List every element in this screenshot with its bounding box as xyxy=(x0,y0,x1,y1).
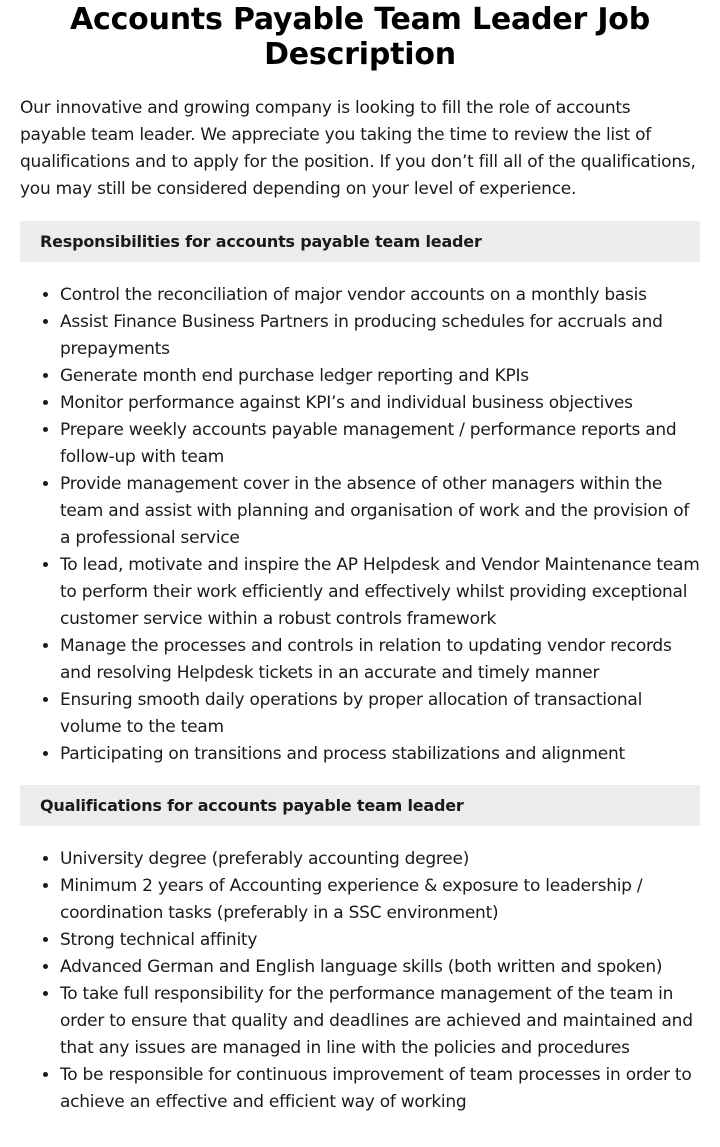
list-item: • To be responsible for continuous improvement of team processes in order to achieve an effective and efficient way of working xyxy=(60,1062,700,1116)
intro-paragraph: Our innovative and growing company is looking to fill the role of accounts payable team leader. We appreciate you taking the time to review the list of qualifications and to apply for the position. If you don’t fill all of the qualifications, you may still be considered depending on your level of experience. xyxy=(20,98,696,199)
job-description-page xyxy=(0,2,720,1116)
list-item: • Advanced German and English language skills (both written and spoken) xyxy=(60,954,700,981)
list-item: • Generate month end purchase ledger reporting and KPIs xyxy=(60,363,700,390)
list-item: • University degree (preferably accounting degree) xyxy=(60,846,700,873)
list-item: • Participating on transitions and process stabilizations and alignment xyxy=(60,741,700,768)
page-title: Accounts Payable Team Leader Job Description xyxy=(70,2,650,72)
list-item: • Prepare weekly accounts payable management / performance reports and follow-up with team xyxy=(60,417,700,471)
list-item: • Ensuring smooth daily operations by proper allocation of transactional volume to the team xyxy=(60,687,700,741)
responsibilities-list xyxy=(20,282,700,768)
qualifications-list xyxy=(20,846,700,1116)
list-item: • Manage the processes and controls in relation to updating vendor records and resolving Helpdesk tickets in an accurate and timely manner xyxy=(60,633,700,687)
responsibilities-heading: Responsibilities for accounts payable team leader xyxy=(20,221,700,262)
list-item: • Provide management cover in the absence of other managers within the team and assist with planning and organisation of work and the provision of a professional service xyxy=(60,471,700,552)
list-item: • Assist Finance Business Partners in producing schedules for accruals and prepayments xyxy=(60,309,700,363)
qualifications-heading: Qualifications for accounts payable team leader xyxy=(20,785,700,826)
list-item: • Minimum 2 years of Accounting experience & exposure to leadership / coordination tasks (preferably in a SSC environment) xyxy=(60,873,700,927)
list-item: • To lead, motivate and inspire the AP Helpdesk and Vendor Maintenance team to perform their work efficiently and effectively whilst providing exceptional customer service within a robust controls framework xyxy=(60,552,700,633)
list-item: • Strong technical affinity xyxy=(60,927,700,954)
list-item: • Monitor performance against KPI’s and individual business objectives xyxy=(60,390,700,417)
list-item: • To take full responsibility for the performance management of the team in order to ensure that quality and deadlines are achieved and maintained and that any issues are managed in line with the policies and procedures xyxy=(60,981,700,1062)
list-item: • Control the reconciliation of major vendor accounts on a monthly basis xyxy=(60,282,700,309)
